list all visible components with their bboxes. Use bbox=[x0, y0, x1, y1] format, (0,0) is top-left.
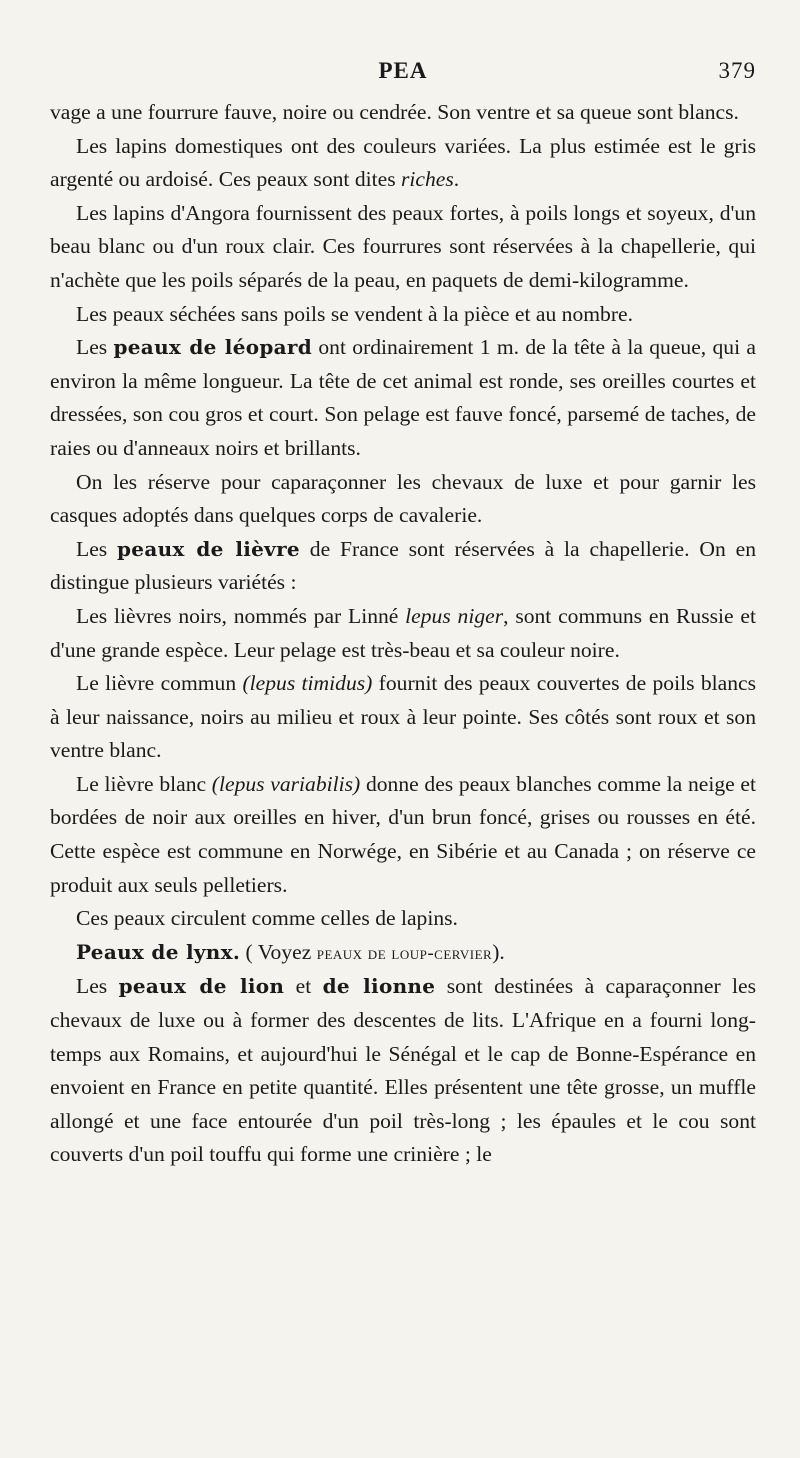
paragraph-text: sont destinées à caparaçonner les chevaux de luxe ou à former des descentes de lits. L'Afrique en a fourni long-temps aux Romains, et aujourd'hui le Sénégal et le cap de Bonne-Espérance en envoient en France en petite quantité. Elles présentent une tête grosse, un muffle allongé et une face entourée d'un poil très-long ; les épaules et le cou sont couverts d'un poil touffu qui forme une crinière ; le bbox=[50, 974, 756, 1167]
paragraph-text: et bbox=[284, 974, 323, 999]
entry-keyword: Peaux de lynx. bbox=[76, 939, 241, 964]
cross-reference: peaux de loup-cervier bbox=[316, 942, 493, 964]
paragraph bbox=[50, 533, 756, 600]
body-text bbox=[50, 96, 756, 1172]
paragraph-text: ). bbox=[492, 939, 505, 964]
paragraph bbox=[50, 197, 756, 298]
paragraph-text: Les bbox=[76, 536, 118, 561]
page-header bbox=[50, 52, 756, 96]
paragraph bbox=[50, 667, 756, 768]
paragraph-text: On les réserve pour caparaçonner les chevaux de luxe et pour garnir les casques adoptés dans quelques corps de cavalerie. bbox=[50, 469, 756, 528]
paragraph-text: vage a une fourrure fauve, noire ou cendrée. Son ventre et sa queue sont blancs. bbox=[50, 100, 739, 124]
paragraph-text: Les lapins domestiques ont des couleurs variées. La plus estimée est le gris argenté ou ardoisé. Ces peaux sont dites bbox=[50, 133, 756, 192]
paragraph bbox=[50, 331, 756, 465]
paragraph bbox=[50, 768, 756, 902]
paragraph-text: Les bbox=[76, 974, 119, 999]
italic-term: (lepus variabilis) bbox=[211, 771, 361, 796]
paragraph-text: fournit des peaux couvertes de poils blancs à leur naissance, noirs au milieu et roux à leur pointe. Ses côtés sont roux et son ventre blanc. bbox=[50, 671, 756, 763]
page-number: 379 bbox=[718, 58, 756, 83]
entry-keyword: peaux de lion bbox=[118, 974, 285, 999]
paragraph bbox=[50, 936, 756, 971]
running-head: PEA bbox=[378, 58, 428, 83]
italic-term: riches bbox=[401, 167, 454, 192]
paragraph-text: Le lièvre commun bbox=[76, 671, 243, 696]
paragraph-text: Le lièvre blanc bbox=[76, 771, 212, 796]
paragraph bbox=[50, 96, 756, 130]
paragraph-text: de France sont réservées à la chapellerie. On en distingue plusieurs variétés : bbox=[50, 536, 756, 595]
paragraph bbox=[50, 466, 756, 533]
paragraph-text: Les bbox=[76, 335, 114, 360]
paragraph-text: ( Voyez bbox=[240, 939, 317, 964]
paragraph-text: Les peaux séchées sans poils se vendent à la pièce et au nombre. bbox=[76, 301, 634, 326]
entry-keyword: peaux de léopard bbox=[113, 335, 313, 360]
page bbox=[50, 52, 756, 1172]
paragraph bbox=[50, 130, 756, 197]
paragraph bbox=[50, 298, 756, 332]
paragraph-text: Les lièvres noirs, nommés par Linné bbox=[76, 603, 406, 628]
italic-term: (lepus timidus) bbox=[242, 671, 373, 696]
paragraph-text: ont ordinairement 1 m. de la tête à la queue, qui a environ la même longueur. La tête de cet animal est ronde, ses oreilles courtes et dressées, son cou gros et court. Son pelage est fauve foncé, parsemé de taches, de raies ou d'anneaux noirs et brillants. bbox=[50, 335, 757, 460]
paragraph bbox=[50, 970, 756, 1172]
entry-keyword: de lionne bbox=[322, 974, 436, 999]
paragraph-text: donne des peaux blanches comme la neige et bordées de noir aux oreilles en hiver, d'un brun foncé, grises ou rousses en été. Cette espèce est commune en Norwége, en Sibérie et au Canada ; on réserve ce produit aux seuls pelletiers. bbox=[50, 771, 756, 897]
entry-keyword: peaux de lièvre bbox=[117, 536, 300, 561]
paragraph bbox=[50, 600, 756, 667]
paragraph bbox=[50, 902, 756, 936]
paragraph-text: Les lapins d'Angora fournissent des peaux fortes, à poils longs et soyeux, d'un beau blanc ou d'un roux clair. Ces fourrures sont réservées à la chapellerie, qui n'achète que les poils séparés de la peau, en paquets de demi-kilogramme. bbox=[50, 200, 756, 292]
paragraph-text: Ces peaux circulent comme celles de lapins. bbox=[76, 906, 458, 931]
italic-term: lepus niger bbox=[405, 603, 504, 628]
paragraph-text: . bbox=[453, 167, 460, 192]
paragraph-text: , sont communs en Russie et d'une grande espèce. Leur pelage est très-beau et sa couleur noire. bbox=[50, 603, 756, 662]
